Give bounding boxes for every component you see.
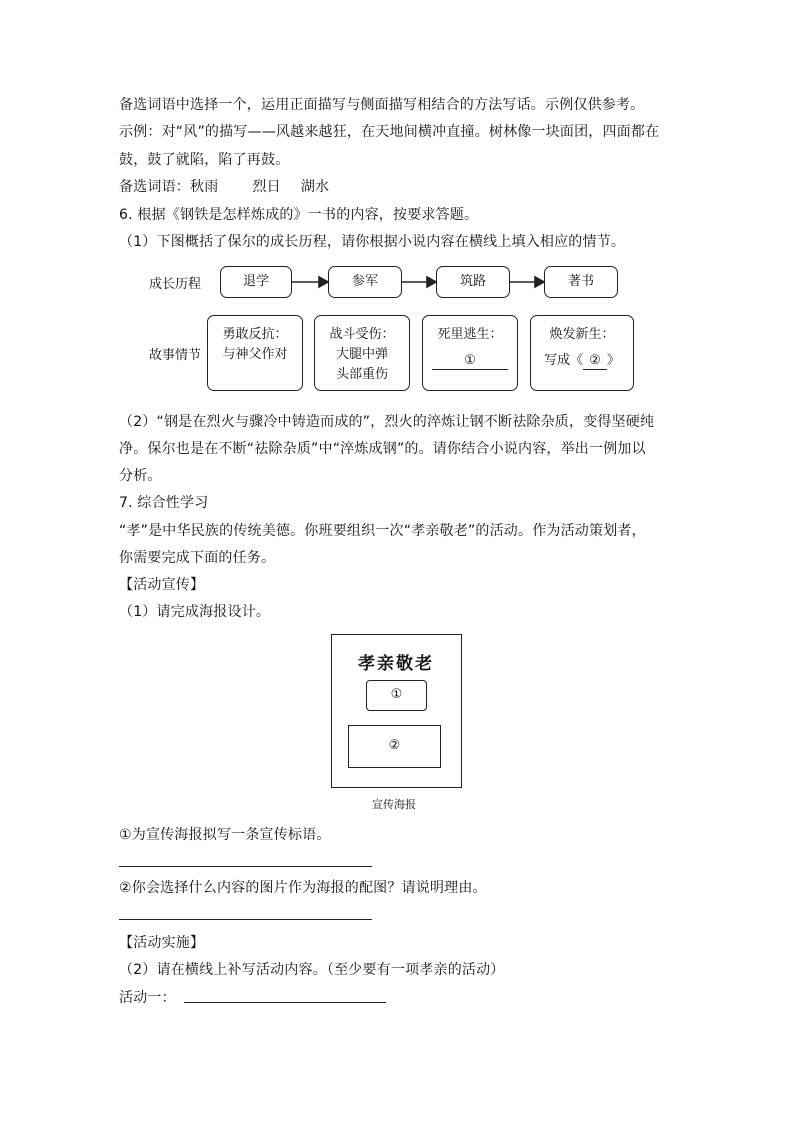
q7-intro-1: “孝”是中华民族的传统美德。你班要组织一次“孝亲敬老”的活动。作为活动策划者， — [119, 523, 646, 539]
section-publicity: 【活动宣传】 — [119, 577, 205, 593]
activity-one-label: 活动一： — [119, 990, 176, 1006]
story-4-prefix: 写成《 — [544, 353, 584, 368]
story-4-blank: ② — [583, 353, 607, 370]
q6-sub2-line-2: 净。保尔也是在不断“祛除杂质”中“淬炼成钢”的。请你结合小说内容，举出一例加以 — [119, 441, 646, 457]
stage-box-2: 参军 — [328, 266, 402, 298]
word-option-2: 烈日 — [252, 179, 281, 195]
arrow-head-1 — [319, 277, 328, 287]
task-picture: ②你会选择什么内容的图片作为海报的配图？请说明理由。 — [119, 880, 487, 896]
q6-sub2-line-1: （2）“钢是在烈火与骤冷中铸造而成的”，烈火的淬炼让钢不断祛除杂质，变得坚硬纯 — [119, 414, 655, 430]
poster-title: 孝亲敬老 — [358, 654, 434, 674]
word-options-prefix: 备选词语：秋雨 — [119, 179, 219, 195]
arrow-head-3 — [535, 277, 544, 287]
poster-caption: 宣传海报 — [372, 798, 416, 811]
poster-image-box: ② — [348, 725, 441, 768]
q7-sub1: （1）请完成海报设计。 — [119, 604, 271, 620]
answer-line-slogan[interactable] — [119, 866, 372, 867]
story-2-line-2: 大腿中弹 — [335, 347, 388, 362]
story-1-line-2: 与神父作对 — [222, 347, 288, 362]
section-implementation: 【活动实施】 — [119, 935, 205, 951]
answer-line-activity-one[interactable] — [184, 1002, 386, 1003]
intro-line-2: 示例：对“风”的描写——风越来越狂，在天地间横冲直撞。树林像一块面团，四面都在 — [119, 124, 660, 140]
poster-slogan-box: ① — [366, 680, 427, 711]
story-box-1 — [207, 315, 303, 391]
story-box-3 — [422, 315, 518, 391]
word-option-3: 湖水 — [300, 179, 330, 195]
story-box-4 — [530, 315, 634, 391]
story-4-suffix: 》 — [606, 353, 620, 368]
intro-line-3: 鼓，鼓了就陷，陷了再鼓。 — [119, 152, 290, 168]
story-3-line-1: 死里逃生： — [437, 327, 503, 342]
poster-frame — [331, 634, 462, 788]
intro-line-1: 备选词语中选择一个，运用正面描写与侧面描写相结合的方法写话。示例仅供参考。 — [119, 97, 645, 113]
q6-title: 6. 根据《钢铁是怎样炼成的》一书的内容，按要求答题。 — [119, 207, 479, 223]
story-4-line-1: 焕发新生： — [549, 327, 615, 342]
q7-title: 7. 综合性学习 — [119, 495, 209, 511]
stage-box-4: 著书 — [544, 266, 618, 298]
task-slogan: ①为宣传海报拟写一条宣传标语。 — [119, 827, 331, 843]
q6-sub1: （1）下图概括了保尔的成长历程，请你根据小说内容在横线上填入相应的情节。 — [119, 234, 626, 250]
story-2-line-1: 战斗受伤： — [329, 327, 395, 342]
q7-sub2: （2）请在横线上补写活动内容。（至少要有一项孝亲的活动） — [119, 962, 505, 978]
q6-sub2-line-3: 分析。 — [119, 468, 162, 484]
q7-intro-2: 你需要完成下面的任务。 — [119, 550, 276, 566]
answer-line-picture[interactable] — [119, 919, 372, 920]
stage-box-1: 退学 — [220, 266, 292, 298]
row-label-story: 故事情节 — [149, 348, 202, 363]
story-2-line-3: 头部重伤 — [335, 367, 388, 382]
stage-box-3: 筑路 — [436, 266, 510, 298]
arrow-head-2 — [427, 277, 436, 287]
story-box-2 — [314, 315, 410, 391]
row-label-stage: 成长历程 — [149, 277, 202, 292]
story-1-line-1: 勇敢反抗： — [222, 327, 288, 342]
story-3-blank: ① — [432, 353, 508, 370]
